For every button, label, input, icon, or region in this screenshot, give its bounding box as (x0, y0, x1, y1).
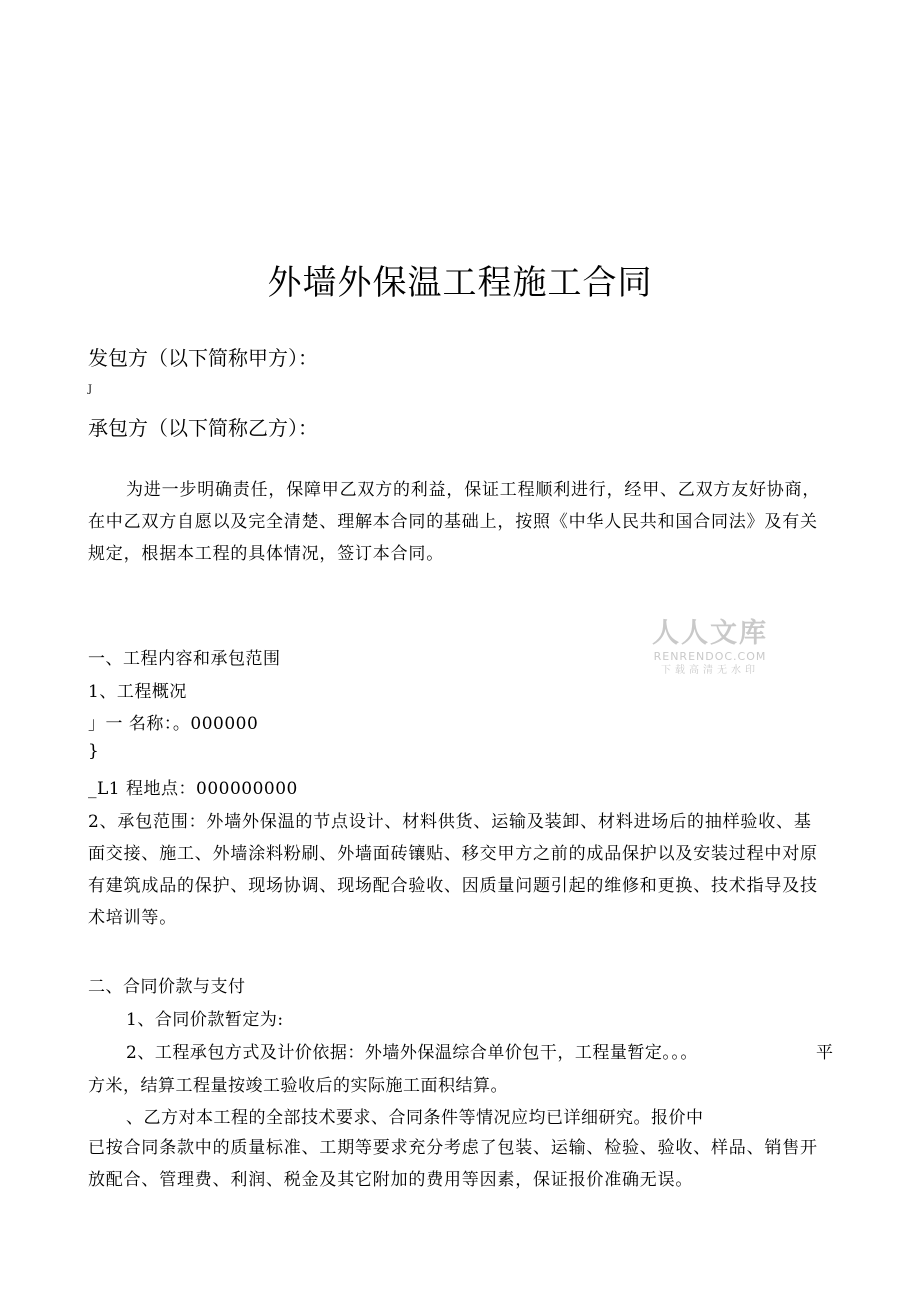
section-1-item-1: 1、工程概况 (88, 682, 187, 702)
watermark (640, 618, 780, 678)
project-location-line: _L1 程地点：000000000 (88, 779, 298, 799)
section-1-heading: 一、工程内容和承包范围 (88, 649, 281, 669)
intro-paragraph: 为进一步明确责任，保障甲乙双方的利益，保证工程顺利进行，经甲、乙双方友好协商，在中乙双方自愿以及完全清楚、理解本合同的基础上，按照《中华人民共和国合同法》及有关规定，根据本工程的具体情况，签订本合同。 (88, 480, 821, 564)
party-a-line: 发包方（以下简称甲方）： (88, 346, 318, 370)
stray-mark: J (88, 384, 93, 395)
watermark-tagline: 下载高清无水印 (661, 665, 759, 676)
unit-char: 平 (816, 1043, 834, 1063)
watermark-site: RENRENDOC.COM (653, 650, 767, 663)
section-2-item-3: 、乙方对本工程的全部技术要求、合同条件等情况应均已详细研究。报价中 (126, 1108, 704, 1128)
section-2-item-2: 2、工程承包方式及计价依据：外墙外保温综合单价包干，工程量暂定。。。 (126, 1043, 698, 1063)
party-b-line: 承包方（以下简称乙方）： (88, 416, 318, 440)
section-2-item-3-cont: 已按合同条款中的质量标准、工期等要求充分考虑了包装、运输、检验、验收、样品、销售开放配合、管理费、利润、税金及其它附加的费用等因素，保证报价准确无误。 (88, 1138, 818, 1190)
section-2-item-2-cont: 方米，结算工程量按竣工验收后的实际施工面积结算。 (88, 1076, 508, 1096)
scope-paragraph: 2、承包范围：外墙外保温的节点设计、材料供货、运输及装卸、材料进场后的抽样验收、基面交接、施工、外墙涂料粉刷、外墙面砖镶贴、移交甲方之前的成品保护以及安装过程中对原有建筑成品的保护、现场协调、现场配合验收、因质量问题引起的维修和更换、技术指导及技术培训等。 (88, 812, 818, 928)
watermark-logo: 人人文库 (652, 618, 768, 649)
section-2-item-1: 1、合同价款暂定为: (126, 1010, 284, 1030)
project-name-line: 」一 名称：。000000 (88, 714, 259, 734)
section-2-heading: 二、合同价款与支付 (88, 977, 246, 997)
contract-title: 外墙外保温工程施工合同 (267, 263, 653, 303)
stray-brace: } (88, 741, 100, 761)
